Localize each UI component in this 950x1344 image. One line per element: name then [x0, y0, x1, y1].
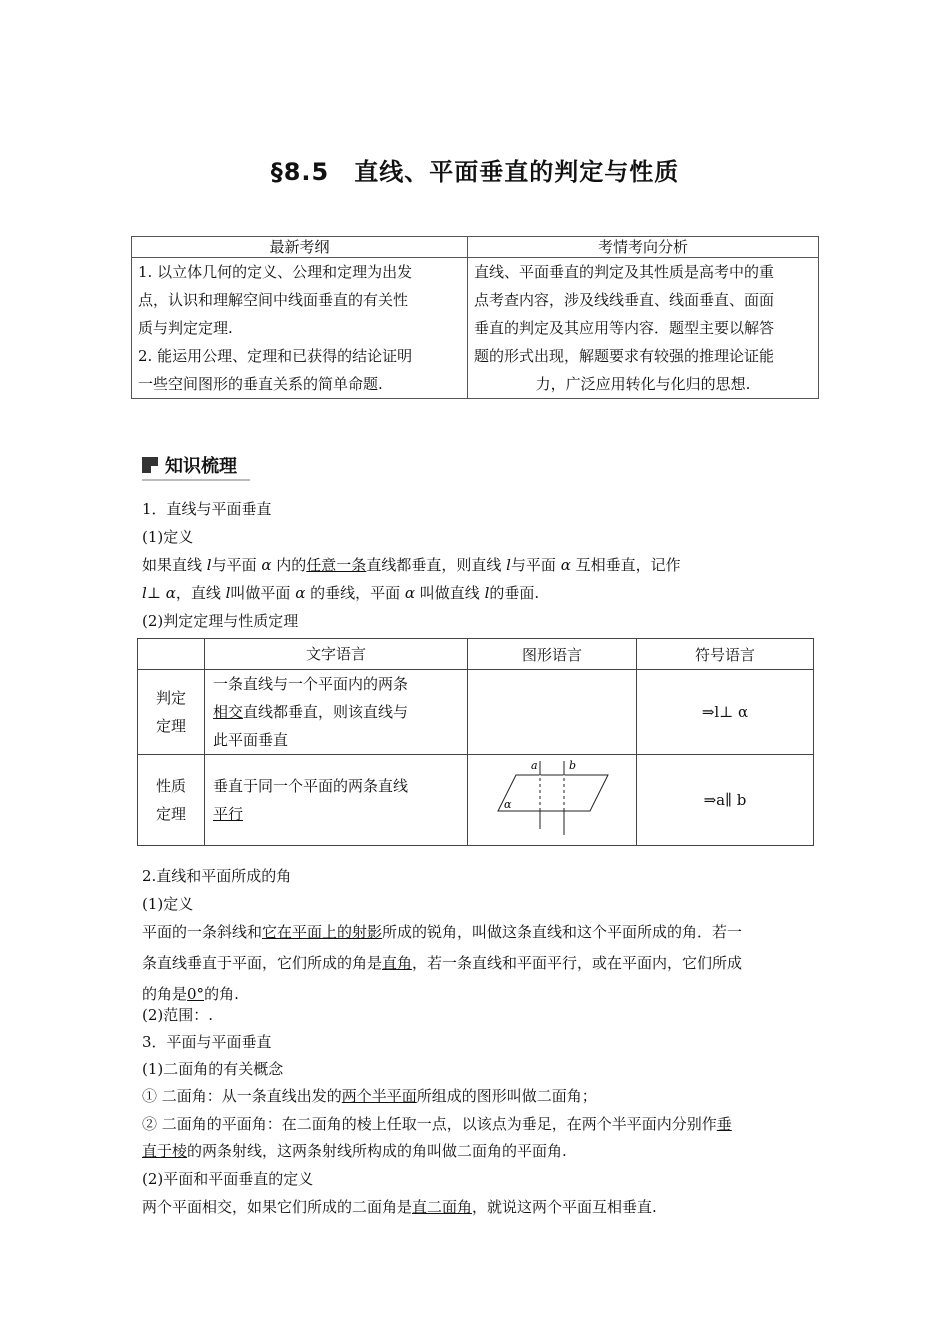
s3-sub-concepts: (1)二面角的有关概念 [142, 1060, 284, 1078]
s3-item-plane-angle-line2: 直于棱的两条射线，这两条射线所构成的角叫做二面角的平面角. [142, 1142, 567, 1160]
theorem-header-blank [138, 639, 205, 670]
s2-definition-paragraph: 平面的一条斜线和它在平面上的射影所成的锐角，叫做这条直线和这个平面所成的角．若一 条直线垂直于平面，它们所成的角是直角，若一条直线和平面平行，或在平面内，它们所成 的角是0°的角. [142, 923, 743, 1003]
theorem-row2-figure [468, 755, 637, 846]
syllabus-analysis-line: 垂直的判定及其应用等内容．题型主要以解答 [474, 319, 775, 337]
s2-range: (2)范围：. [142, 1006, 214, 1024]
s1-sub-theorems: (2)判定定理与性质定理 [142, 612, 299, 630]
syllabus-outline-line: 质与判定定理. [138, 319, 233, 337]
s3-sub-perpendicular: (2)平面和平面垂直的定义 [142, 1170, 314, 1188]
section-icon [142, 457, 158, 473]
s2-heading: 2.直线和平面所成的角 [142, 867, 292, 885]
syllabus-analysis-line: 力，广泛应用转化与化归的思想. [535, 375, 751, 393]
s1-heading: 1．直线与平面垂直 [142, 500, 272, 518]
s1-definition-line2: l⊥ α，直线 l叫做平面 α 的垂线，平面 α 叫做直线 l的垂面. [142, 584, 540, 602]
theorem-row1-symbol: ⇒l⊥ α [637, 670, 814, 755]
page-title: §8.5 直线、平面垂直的判定与性质 [270, 158, 680, 186]
theorem-row2-label: 性质 定理 [138, 755, 205, 846]
syllabus-outline-line: 1. 以立体几何的定义、公理和定理为出发 [138, 263, 413, 281]
syllabus-analysis-line: 题的形式出现，解题要求有较强的推理论证能 [474, 347, 775, 365]
section-heading: 知识梳理 [165, 456, 237, 477]
syllabus-outline-line: 一些空间图形的垂直关系的简单命题. [138, 375, 383, 393]
label-b: b [569, 759, 577, 772]
s3-item-dihedral: ① 二面角：从一条直线出发的两个半平面所组成的图形叫做二面角； [142, 1087, 597, 1105]
s2-sub-definition: (1)定义 [142, 895, 194, 913]
label-a: a [531, 759, 538, 772]
theorem-header-text: 文字语言 [205, 639, 468, 670]
section-underline [142, 479, 250, 481]
s3-perpendicular-definition: 两个平面相交，如果它们所成的二面角是直二面角，就说这两个平面互相垂直. [142, 1198, 657, 1216]
s1-definition-line1: 如果直线 l与平面 α 内的任意一条直线都垂直，则直线 l与平面 α 互相垂直，记作 [142, 556, 681, 574]
syllabus-table [131, 236, 819, 399]
syllabus-analysis-cell [468, 258, 819, 399]
syllabus-header-outline: 最新考纲 [132, 237, 468, 258]
theorem-header-symbol: 符号语言 [637, 639, 814, 670]
theorem-row1-label: 判定 定理 [138, 670, 205, 755]
s1-sub-definition: (1)定义 [142, 528, 194, 546]
theorem-row2-text: 垂直于同一个平面的两条直线 平行 [205, 755, 468, 846]
s3-item-plane-angle-line1: ② 二面角的平面角：在二面角的棱上任取一点，以该点为垂足，在两个半平面内分别作垂 [142, 1115, 732, 1133]
syllabus-analysis-line: 直线、平面垂直的判定及其性质是高考中的重 [474, 263, 775, 281]
theorem-row1-text: 一条直线与一个平面内的两条 相交直线都垂直，则该直线与 此平面垂直 [205, 670, 468, 755]
parallel-lines-figure [468, 755, 636, 841]
plane-alpha-shape [498, 775, 608, 811]
s3-heading: 3．平面与平面垂直 [142, 1033, 272, 1051]
label-alpha: α [504, 798, 512, 811]
syllabus-header-analysis: 考情考向分析 [468, 237, 819, 258]
theorem-header-figure: 图形语言 [468, 639, 637, 670]
theorem-row2-symbol: ⇒a∥ b [637, 755, 814, 846]
syllabus-outline-line: 2. 能运用公理、定理和已获得的结论证明 [138, 347, 413, 365]
theorem-row1-figure [468, 670, 637, 755]
theorem-table [137, 638, 814, 846]
syllabus-outline-cell [132, 258, 468, 399]
syllabus-outline-line: 点，认识和理解空间中线面垂直的有关性 [138, 291, 409, 309]
syllabus-analysis-line: 点考查内容，涉及线线垂直、线面垂直、面面 [474, 291, 775, 309]
